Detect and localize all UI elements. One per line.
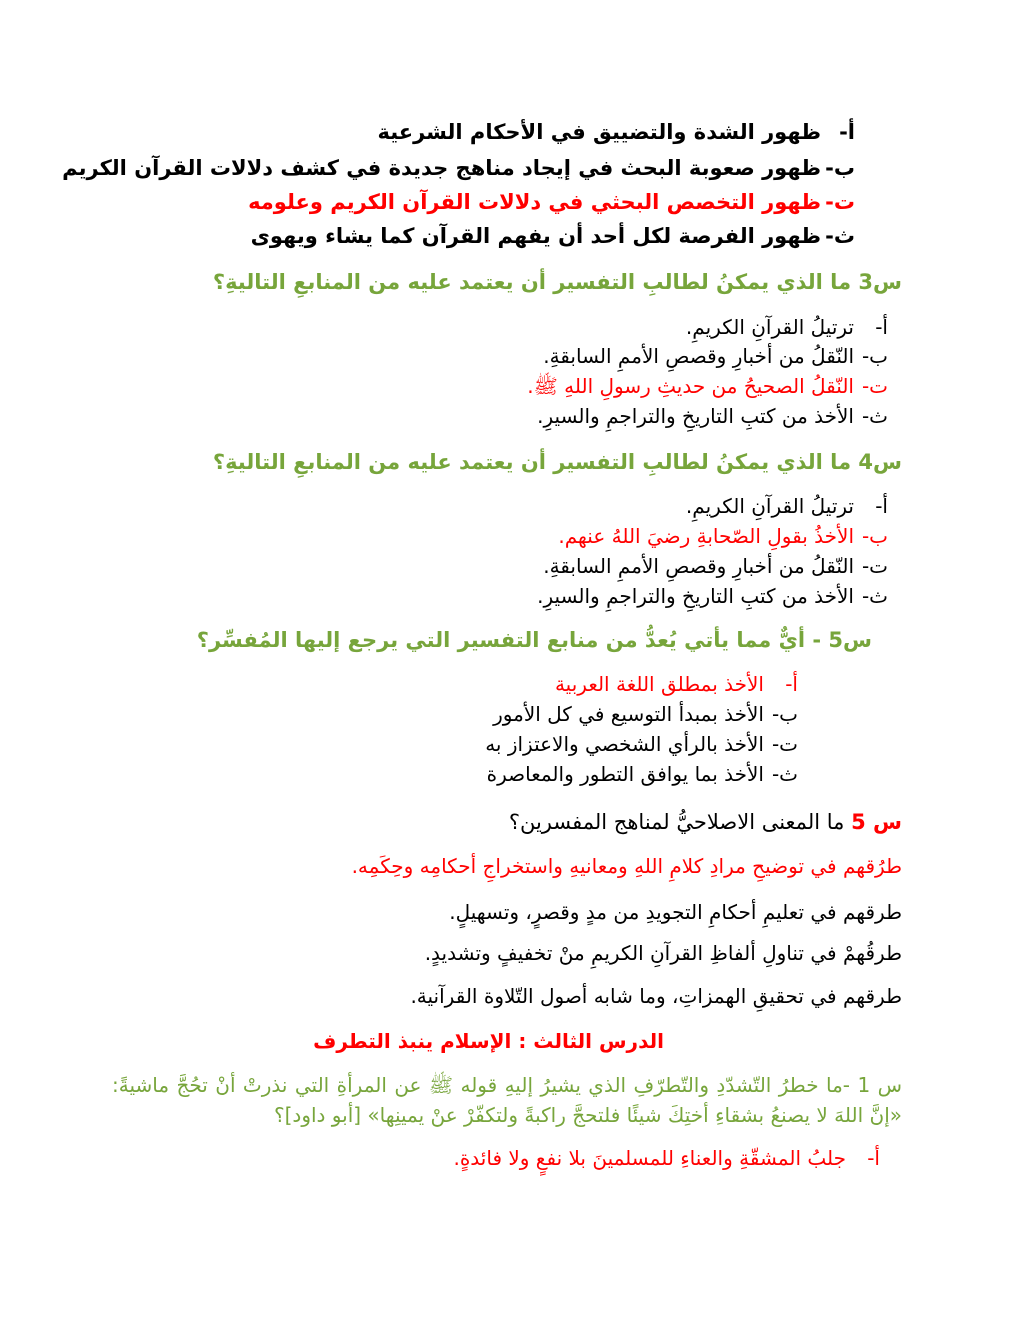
option-text: ترتيلُ القرآنِ الكريمِ. bbox=[685, 494, 854, 518]
option-marker: أ- bbox=[839, 120, 855, 144]
option-marker: ب- bbox=[771, 702, 798, 726]
question-5b bbox=[509, 812, 902, 833]
q5b-option-2[interactable]: طرقهم في تعليمِ أحكامِ التجويدِ من مدٍ وقصرٍ، وتسهيلٍ. bbox=[449, 900, 902, 924]
option-marker: أ- bbox=[875, 315, 888, 339]
q3-option-d[interactable] bbox=[537, 406, 888, 426]
option-c-correct[interactable] bbox=[248, 192, 855, 213]
option-marker: ت- bbox=[861, 374, 888, 398]
option-text: الأخذ بما يوافق التطور والمعاصرة bbox=[486, 762, 764, 786]
q5a-option-a-correct[interactable] bbox=[555, 674, 798, 694]
option-marker: ث- bbox=[861, 584, 888, 608]
option-text: النّقلُ من أخبارِ وقصصِ الأممِ السابقةِ. bbox=[543, 554, 854, 578]
option-marker: أ- bbox=[875, 494, 888, 518]
question-text: -ما خطرُ التّشدّدِ والتّطرّفِ الذي يشيرُ إليهِ قوله ﷺ عن المرأةِ التي نذرتْ أنْ تحُجَّ ماشيةً: «إنَّ اللهَ لا يصنعُ بشقاءِ أختِكَ شيئًا فلتحجَّ راكبةً ولتكفّرْ عنْ يمينِها» [أبو داود]؟ bbox=[112, 1073, 902, 1127]
option-text: النّقلُ الصحيحُ من حديثِ رسولِ اللهِ ﷺ. bbox=[527, 374, 854, 398]
option-marker: ث- bbox=[825, 224, 855, 248]
q5b-option-1-correct[interactable]: طرُقهم في توضيحِ مرادِ كلامِ اللهِ ومعانيهِ واستخراجِ أحكامِه وحِكَمِه. bbox=[351, 854, 902, 878]
q5a-option-c[interactable] bbox=[485, 734, 798, 754]
q5b-option-4[interactable]: طرقهم في تحقيقِ الهمزاتِ، وما شابه أصول التّلاوة القرآنية. bbox=[410, 984, 902, 1008]
option-marker: ب- bbox=[861, 344, 888, 368]
option-text: ظهور الشدة والتضييق في الأحكام الشرعية bbox=[377, 120, 821, 144]
option-text: الأخذ من كتبِ التاريخِ والتراجمِ والسيرِ. bbox=[537, 584, 854, 608]
question-5a: س5 - أيٌّ مما يأتي يُعدُّ من منابع التفسير التي يرجع إليها المُفسِّر؟ bbox=[196, 628, 872, 652]
option-marker: أ- bbox=[785, 672, 798, 696]
q4-option-a[interactable] bbox=[686, 496, 888, 516]
q5a-option-d[interactable] bbox=[487, 764, 798, 784]
option-marker: ث- bbox=[771, 762, 798, 786]
q3-option-c-correct[interactable] bbox=[527, 376, 888, 396]
option-marker: أ- bbox=[867, 1146, 880, 1170]
option-text: ظهور صعوبة البحث في إيجاد مناهج جديدة في كشف دلالات القرآن الكريم bbox=[62, 156, 821, 180]
question-text: ما المعنى الاصلاحيُّ لمناهج المفسرين؟ bbox=[508, 810, 845, 834]
q5a-option-b[interactable] bbox=[493, 704, 798, 724]
question-number: س 5 bbox=[851, 810, 902, 834]
option-text: ظهور الفرصة لكل أحد أن يفهم القرآن كما يشاء ويهوى bbox=[250, 224, 821, 248]
option-b[interactable] bbox=[62, 158, 855, 179]
option-text: الأخذ بمطلق اللغة العربية bbox=[554, 672, 764, 696]
option-text: النّقلُ من أخبارِ وقصصِ الأممِ السابقةِ. bbox=[543, 344, 854, 368]
question-4: س4 ما الذي يمكنُ لطالبِ التفسير أن يعتمد عليه من المنابعِ التاليةِ؟ bbox=[212, 450, 902, 474]
lesson-title: الدرس الثالث : الإسلام ينبذ التطرف bbox=[313, 1029, 664, 1053]
lesson3-q1-option-a-correct[interactable] bbox=[453, 1148, 880, 1168]
q3-option-a[interactable] bbox=[686, 317, 888, 337]
q3-option-b[interactable] bbox=[543, 346, 888, 366]
lesson3-question-1 bbox=[112, 1070, 902, 1130]
option-marker: ت- bbox=[771, 732, 798, 756]
option-text: الأخذ بالرأي الشخصي والاعتزاز به bbox=[485, 732, 764, 756]
q4-option-d[interactable] bbox=[537, 586, 888, 606]
option-text: الأخذ بمبدأ التوسيع في كل الأمور bbox=[493, 702, 764, 726]
option-a[interactable] bbox=[377, 122, 855, 143]
option-marker: ت- bbox=[825, 190, 855, 214]
option-d[interactable] bbox=[251, 226, 855, 247]
option-marker: ب- bbox=[825, 156, 855, 180]
option-text: جلبُ المشقّةِ والعناءِ للمسلمينَ بلا نفعٍ ولا فائدةٍ. bbox=[453, 1146, 846, 1170]
q4-option-b-correct[interactable] bbox=[558, 526, 888, 546]
option-marker: ب- bbox=[861, 524, 888, 548]
option-text: ظهور التخصص البحثي في دلالات القرآن الكريم وعلومه bbox=[248, 190, 821, 214]
q4-option-c[interactable] bbox=[543, 556, 888, 576]
option-text: ترتيلُ القرآنِ الكريمِ. bbox=[685, 315, 854, 339]
q5b-option-3[interactable]: طرقُهمْ في تناولِ ألفاظِ القرآنِ الكريمِ منْ تخفيفٍ وتشديدٍ. bbox=[424, 941, 902, 965]
option-marker: ت- bbox=[861, 554, 888, 578]
option-text: الأخذُ بقولِ الصّحابةِ رضيَ اللهُ عنهم. bbox=[558, 524, 854, 548]
option-marker: ث- bbox=[861, 404, 888, 428]
question-3: س3 ما الذي يمكنُ لطالبِ التفسير أن يعتمد عليه من المنابعِ التاليةِ؟ bbox=[212, 270, 902, 294]
option-text: الأخذ من كتبِ التاريخِ والتراجمِ والسيرِ. bbox=[537, 404, 854, 428]
question-number: س 1 bbox=[857, 1073, 902, 1097]
